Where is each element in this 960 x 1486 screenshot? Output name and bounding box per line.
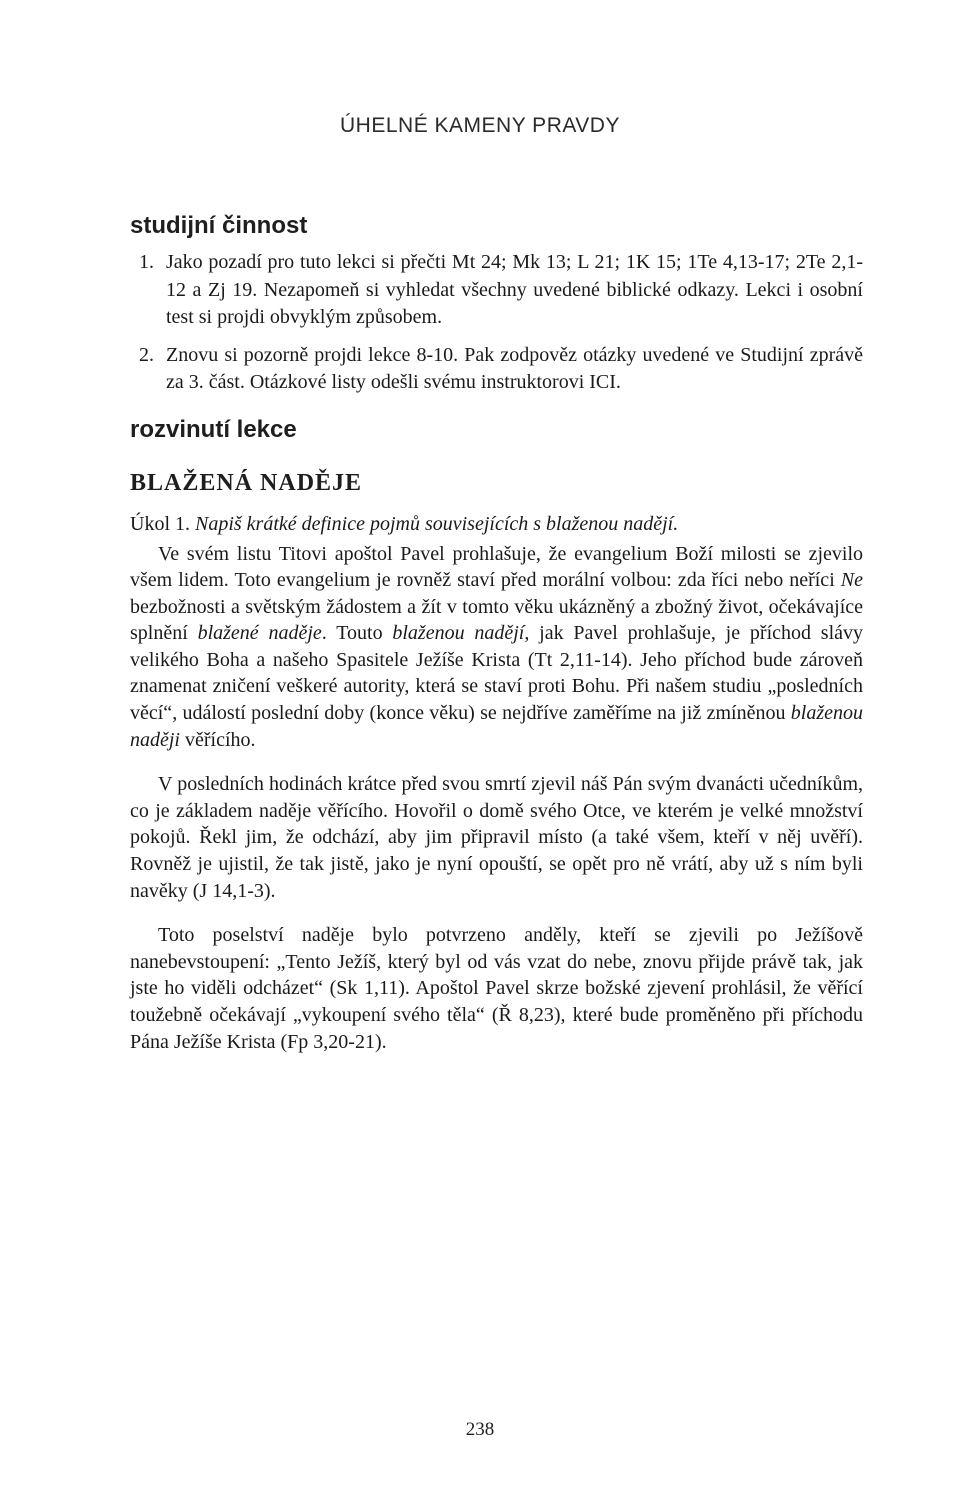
study-heading: studijní činnost <box>130 212 308 239</box>
study-item-text: Znovu si pozorně projdi lekce 8-10. Pak zodpověz otázky uvedené ve Studijní zprávě za 3. část. Otázkové listy odešli svému instruktorovi ICI. <box>166 343 863 393</box>
page-content <box>130 203 863 1055</box>
study-item-text: Jako pozadí pro tuto lekci si přečti Mt 24; Mk 13; L 21; 1K 15; 1Te 4,13-17; 2Te 2,1-12 a Zj 19. Nezapomeň si vyhledat všechny uvedené biblické odkazy. Lekci i osobní test si projdi obvyklým způsobem. <box>166 251 863 328</box>
paragraph-text: Ve svém listu Titovi apoštol Pavel prohlašuje, že evangelium Boží milosti se zjevilo všem lidem. Toto evangelium je rovněž staví před morální volbou: zda říci nebo neříci <box>130 542 863 592</box>
study-item-number: 1. <box>139 251 154 273</box>
paragraph-text: . Touto <box>321 622 393 645</box>
emphasis-text: Ne <box>840 569 863 592</box>
task-text: Napiš krátké definice pojmů souvisejících s blaženou nadějí. <box>195 512 679 535</box>
emphasis-text: blaženou naději <box>130 702 863 751</box>
study-item-2 <box>130 342 863 397</box>
emphasis-text: blaženou nadějí <box>392 622 525 645</box>
topic-title: BLAŽENÁ NADĚJE <box>130 469 363 496</box>
running-head: ÚHELNÉ KAMENY PRAVDY <box>340 114 620 137</box>
lesson-heading: rozvinutí lekce <box>130 415 297 443</box>
task-label: Úkol 1. <box>130 512 190 535</box>
paragraph-2: V posledních hodinách krátce před svou smrtí zjevil náš Pán svým dvanácti učedníkům, co je základem naděje věřícího. Hovořil o domě svého Otce, ve kterém je velké množství pokojů. Řekl jim, že odchází, aby jim připravil místo (a také všem, kteří v něj uvěří). Rovněž je ujistil, že tak jistě, jako je nyní opouští, se opět pro ně vrátí, aby už s ním byli navěky (J 14,1-3). <box>130 773 863 902</box>
study-item-1 <box>130 249 863 332</box>
emphasis-text: blažené naděje <box>197 622 322 645</box>
task-1 <box>130 507 863 541</box>
page-number: 238 <box>465 1419 495 1440</box>
study-item-number: 2. <box>139 343 154 366</box>
paragraph-3: Toto poselství naděje bylo potvrzeno anděly, kteří se zjevili po Ježíšově nanebevstoupení: „Tento Ježíš, který byl od vás vzat do nebe, znovu přijde právě tak, jak jste ho viděli odcházet“ (Sk 1,11). Apoštol Pavel skrze božské zjevení prohlásil, že věřící toužebně očekávají „vykoupení svého těla“ (Ř 8,23), které bude proměněno při příchodu Pána Ježíše Krista (Fp 3,20-21). <box>130 924 863 1053</box>
paragraph-1 <box>130 541 863 754</box>
paragraph-text: , jak Pavel prohlašuje, je příchod slávy velikého Boha a našeho Spasitele Ježíše Krista (Tt 2,11-14). Jeho příchod bude zároveň znamenat zničení veškeré autority, která se staví proti Bohu. Při našem studiu „posledních věcí“, událostí poslední doby (konce věku) se nejdříve zaměříme na již zmíněnou <box>130 622 864 725</box>
paragraph-text: bezbožnosti a světským žádostem a žít v tomto věku ukázněný a zbožný život, očekávajíce splnění <box>130 595 863 645</box>
paragraph-text: věřícího. <box>180 728 256 751</box>
